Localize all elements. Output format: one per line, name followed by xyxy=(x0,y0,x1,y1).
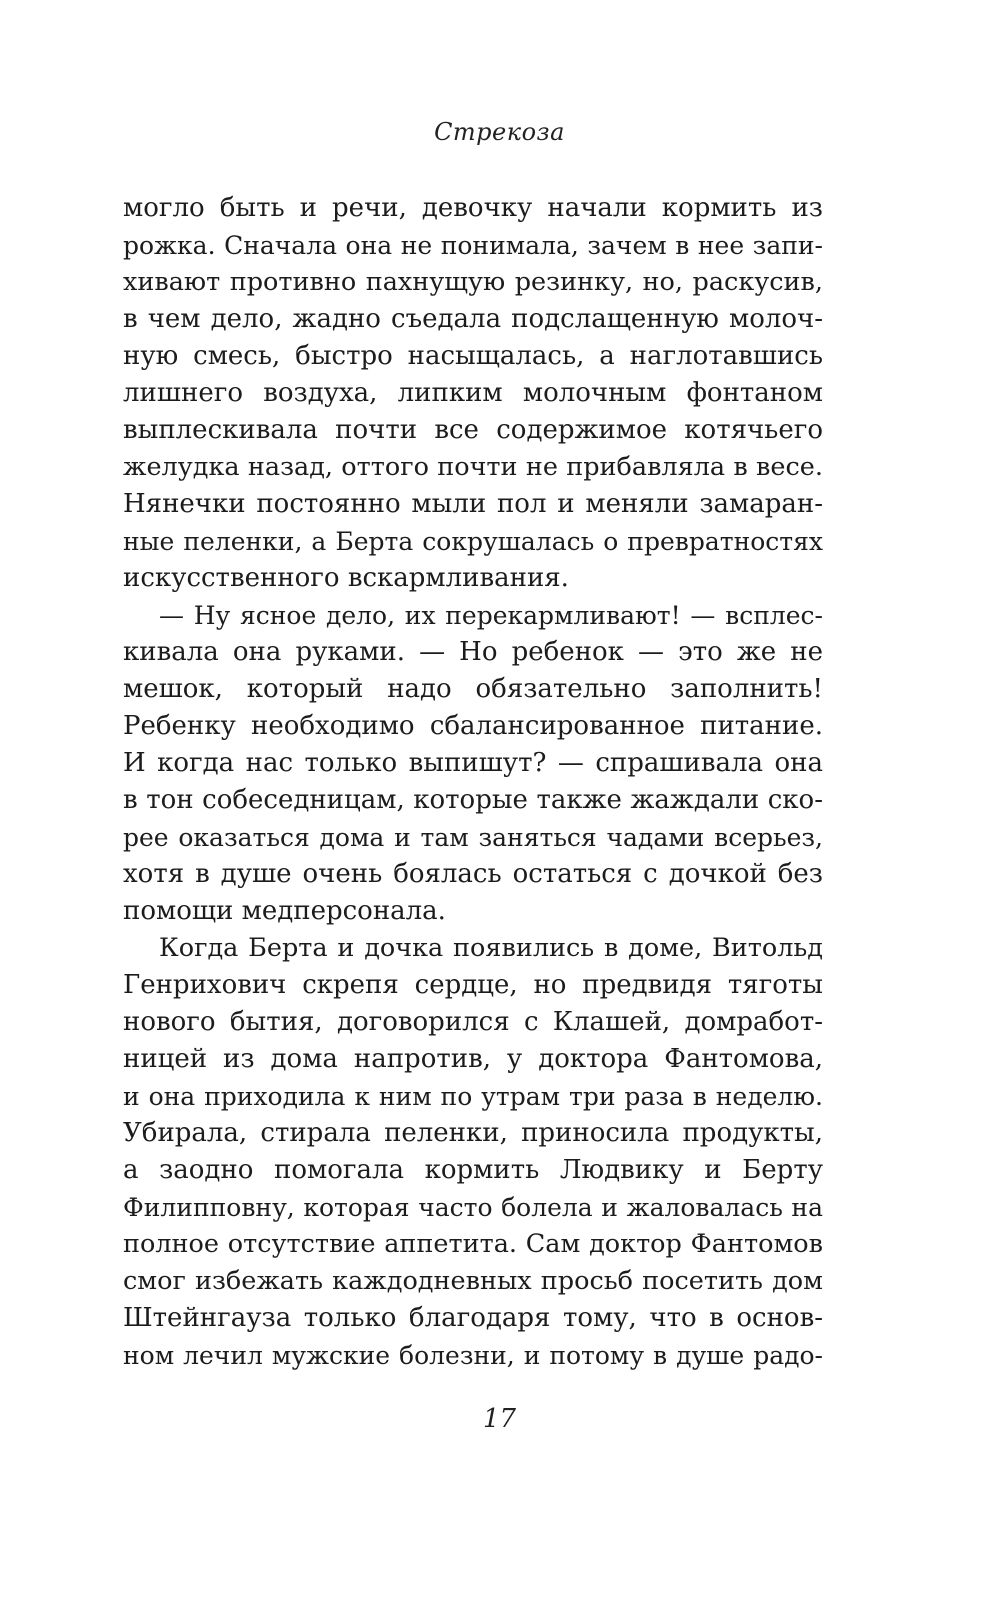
text-line: и она приходила к ним по утрам три раза в неделю. xyxy=(123,1082,823,1111)
text-line: хотя в душе очень боялась остаться с дочкой без xyxy=(123,859,823,889)
text-line: Ребенку необходимо сбалансированное питание. xyxy=(123,711,823,741)
text-line: а заодно помогала кормить Людвику и Берту xyxy=(123,1155,823,1185)
text-line: ные пеленки, а Берта сокрушалась о превратностях xyxy=(123,527,823,556)
text-line: желудка назад, оттого почти не прибавляла в весе. xyxy=(123,452,823,482)
running-head: Стрекоза xyxy=(434,118,565,146)
text-line: Штейнгауза только благодаря тому, что в основ- xyxy=(123,1303,823,1333)
text-line: полное отсутствие аппетита. Сам доктор Фантомов xyxy=(123,1229,823,1259)
text-line: лишнего воздуха, липким молочным фонтаном xyxy=(123,378,823,408)
text-line: в тон собеседницам, которые также жаждали ско- xyxy=(123,785,823,815)
text-line: Когда Берта и дочка появились в доме, Витольд xyxy=(159,933,823,963)
text-line: ном лечил мужские болезни, и потому в душе радо- xyxy=(123,1341,823,1370)
text-line: нового бытия, договорился с Клашей, домработ- xyxy=(123,1007,823,1037)
text-line: в чем дело, жадно съедала подслащенную молоч- xyxy=(123,304,823,334)
text-line: рожка. Сначала она не понимала, зачем в нее запи- xyxy=(123,231,823,260)
text-line: Филипповну, которая часто болела и жаловалась на xyxy=(123,1193,823,1222)
text-line: ницей из дома напротив, у доктора Фантомова, xyxy=(123,1044,823,1074)
text-line: Генрихович скрепя сердце, но предвидя тяготы xyxy=(123,970,823,1000)
body-text xyxy=(123,190,823,1374)
text-line: рее оказаться дома и там заняться чадами всерьез, xyxy=(123,823,823,852)
text-line: Нянечки постоянно мыли пол и меняли замаран- xyxy=(123,489,823,519)
text-line: помощи медперсонала. xyxy=(123,896,446,926)
text-line: И когда нас только выпишут? — спрашивала она xyxy=(123,748,823,778)
text-line: хивают противно пахнущую резинку, но, раскусив, xyxy=(123,267,823,297)
text-line: Убирала, стирала пеленки, приносила продукты, xyxy=(123,1118,823,1148)
text-line: выплескивала почти все содержимое котячьего xyxy=(123,415,823,445)
text-line: мешок, который надо обязательно заполнить! xyxy=(123,674,823,704)
text-line: — Ну ясное дело, их перекармливают! — всплес- xyxy=(159,601,823,630)
text-line: кивала она руками. — Но ребенок — это же не xyxy=(123,637,823,667)
text-line: искусственного вскармливания. xyxy=(123,563,569,593)
text-line: могло быть и речи, девочку начали кормить из xyxy=(123,193,823,223)
text-line: ную смесь, быстро насыщалась, а наглотавшись xyxy=(123,341,823,371)
text-line: смог избежать каждодневных просьб посетить дом xyxy=(123,1266,823,1296)
page-number: 17 xyxy=(482,1404,517,1434)
